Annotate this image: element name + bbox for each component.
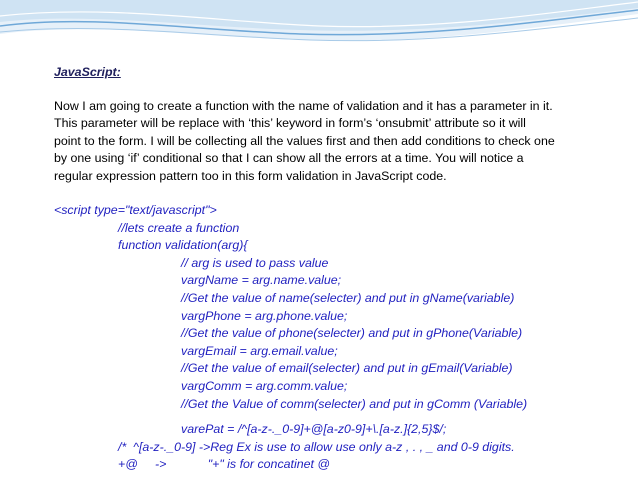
code-line: <script type="text/javascript"> [54,203,217,218]
slide-content [54,64,614,474]
code-spacer [54,413,614,421]
code-line: +@ -> "+" is for concatinet @ [118,457,330,472]
code-line: //lets create a function [118,220,240,235]
code-line: // arg is used to pass value [181,255,329,270]
code-line: /* ^[a-z-._0-9] ->Reg Ex is use to allow use only a-z , . , _ and 0-9 digits. [118,439,515,454]
code-line: function validation(arg){ [118,238,248,253]
code-line: //Get the value of email(selecter) and put in gEmail(Variable) [181,361,513,376]
paragraph-line: by one using ‘if’ conditional so that I can show all the errors at a time. You will notice a [54,151,524,166]
paragraph-line: point to the form. I will be collecting all the values first and then add conditions to check one [54,133,555,148]
code-block [54,202,614,474]
code-line: vargComm = arg.comm.value; [181,378,348,393]
code-line: vargPhone = arg.phone.value; [181,308,348,323]
description-paragraph [54,98,614,185]
header-wave-decoration [0,0,638,60]
code-line: vargEmail = arg.email.value; [181,343,338,358]
code-line: //Get the value of name(selecter) and put in gName(variable) [181,291,515,305]
code-line: //Get the Value of comm(selecter) and put in gComm (Variable) [181,396,528,411]
code-line: varePat = /^[a-z-._0-9]+@[a-z0-9]+\.[a-z.]{2,5}$/; [181,422,447,437]
paragraph-line: regular expression pattern too in this form validation in JavaScript code. [54,168,447,183]
paragraph-line: Now I am going to create a function with the name of validation and it has a parameter in it. [54,99,553,113]
slide-heading: JavaScript: [54,65,121,79]
code-line: //Get the value of phone(selecter) and put in gPhone(Variable) [181,326,523,341]
code-line: vargName = arg.name.value; [181,273,342,288]
paragraph-line: This parameter will be replace with ‘this’ keyword in form’s ‘onsubmit’ attribute so it will [54,116,526,131]
